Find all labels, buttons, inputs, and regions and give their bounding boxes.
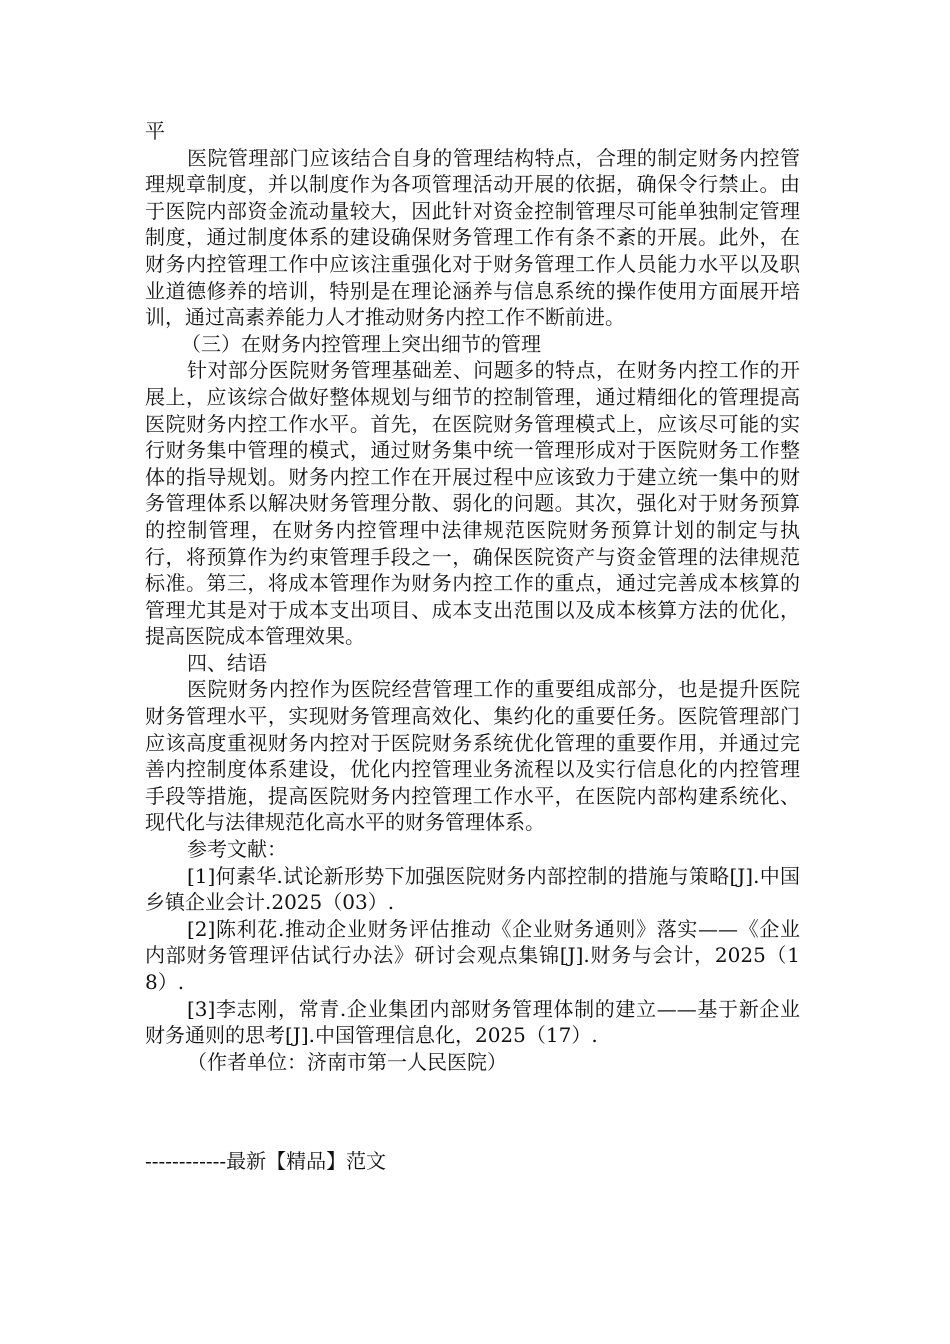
footer-tagline: ------------最新【精品】范文 (145, 1149, 387, 1173)
reference-item-1: [1]何素华.试论新形势下加强医院财务内部控制的措施与策略[J].中国乡镇企业会计.2025（03）. (145, 863, 800, 915)
references-heading: 参考文献： (187, 837, 287, 862)
paragraph-detail-management: 针对部分医院财务管理基础差、问题多的特点，在财务内控工作的开展上，应该综合做好整体规划与细节的控制管理，通过精细化的管理提高医院财务内控工作水平。首先，在医院财务管理模式上，应该尽可能的实行财务集中管理的模式，通过财务集中统一管理形成对于医院财务工作整体的指导规划。财务内控工作在开展过程中应该致力于建立统一集中的财务管理体系以解决财务管理分散、弱化的问题。其次，强化对于财务预算的控制管理，在财务内控管理中法律规范医院财务预算计划的制定与执行，将预算作为约束管理手段之一，确保医院资产与资金管理的法律规范标准。第三，将成本管理作为财务内控工作的重点，通过完善成本核算的管理尤其是对于成本支出项目、成本支出范围以及成本核算方法的优化，提高医院成本管理效果。 (145, 358, 800, 649)
paragraph-management-rules: 医院管理部门应该结合自身的管理结构特点，合理的制定财务内控管理规章制度，并以制度作为各项管理活动开展的依据，确保令行禁止。由于医院内部资金流动量较大，因此针对资金控制管理尽可能单独制定管理制度，通过制度体系的建设确保财务管理工作有条不紊的开展。此外，在财务内控管理工作中应该注重强化对于财务管理工作人员能力水平以及职业道德修养的培训，特别是在理论涵养与信息系统的操作使用方面展开培训，通过高素养能力人才推动财务内控工作不断前进。 (145, 145, 800, 330)
section-heading-three: （三）在财务内控管理上突出细节的管理 (181, 331, 541, 356)
section-heading-conclusion: 四、结语 (187, 650, 267, 675)
author-affiliation: （作者单位：济南市第一人民医院） (187, 1049, 507, 1074)
paragraph-conclusion: 医院财务内控作为医院经营管理工作的重要组成部分，也是提升医院财务管理水平，实现财务管理高效化、集约化的重要任务。医院管理部门应该高度重视财务内控对于医院财务系统优化管理的重要作用，并通过完善内控制度体系建设，优化内控管理业务流程以及实行信息化的内控管理手段等措施，提高医院财务内控管理工作水平，在医院内部构建系统化、现代化与法律规范化高水平的财务管理体系。 (145, 677, 800, 835)
reference-item-2: [2]陈利花.推动企业财务评估推动《企业财务通则》落实——《企业内部财务管理评估试行办法》研讨会观点集锦[J].财务与会计，2025（18）. (145, 916, 800, 994)
document-body (145, 118, 800, 1075)
reference-item-3: [3]李志刚，常青.企业集团内部财务管理体制的建立——基于新企业财务通则的思考[J].中国管理信息化，2025（17）. (145, 996, 800, 1048)
lead-fragment: 平 (145, 119, 165, 143)
